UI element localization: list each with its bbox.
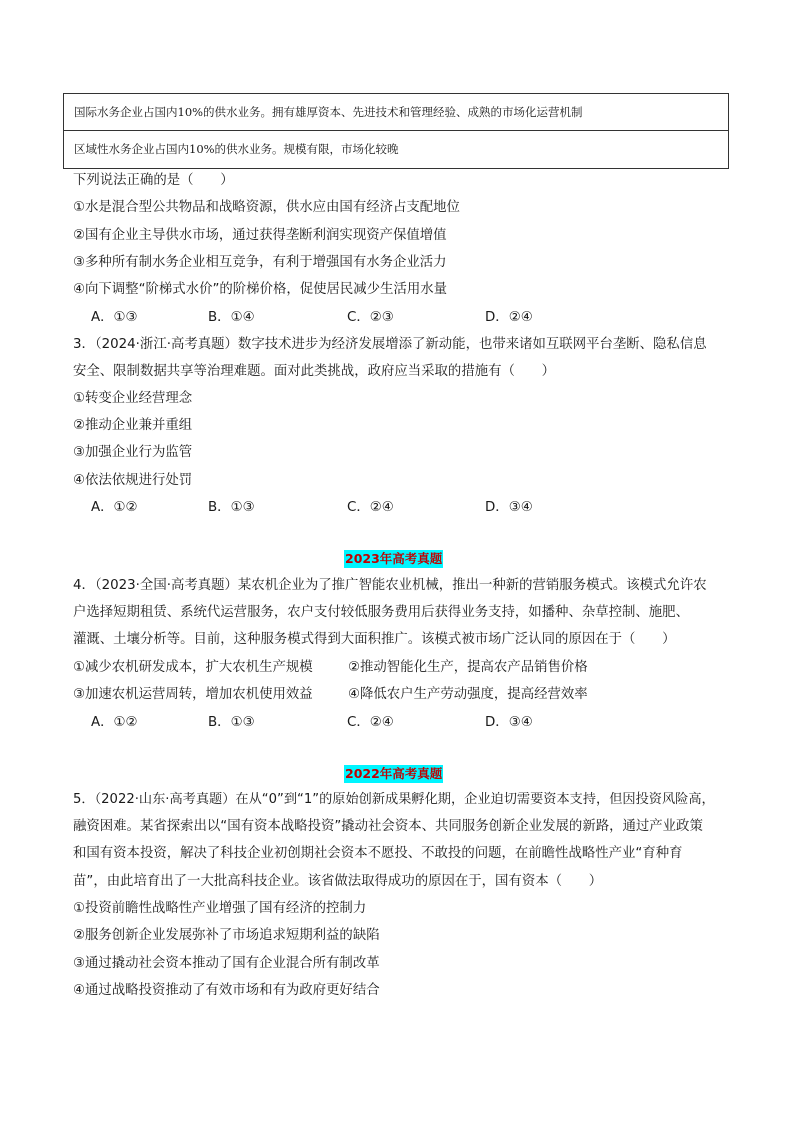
q5-item-1: ①投资前瞻性战略性产业增强了国有经济的控制力 [73, 901, 367, 916]
table-row [64, 94, 728, 131]
water-enterprise-table [63, 93, 729, 169]
section-heading-2022: 2022年高考真题 [345, 766, 443, 781]
table-cell: 区域性水务企业占国内10%的供水业务。规模有限，市场化较晚 [74, 142, 399, 156]
q4-item-2: ②推动智能化生产，提高农产品销售价格 [348, 660, 588, 675]
q3-option-d: D．③④ [485, 500, 533, 515]
q2-item-3: ③多种所有制水务企业相互竞争，有利于增强国有水务企业活力 [73, 255, 447, 270]
q5-item-3: ③通过撬动社会资本推动了国有企业混合所有制改革 [73, 956, 380, 971]
q2-option-c: C．②③ [347, 310, 394, 325]
q3-item-2: ②推动企业兼并重组 [73, 418, 193, 433]
q2-option-b: B．①④ [208, 310, 255, 325]
q5-item-2: ②服务创新企业发展弥补了市场追求短期利益的缺陷 [73, 928, 380, 943]
q4-line-3: 灌溉、土壤分析等。目前，这种服务模式得到大面积推广。该模式被市场广泛认同的原因在于（ ） [73, 632, 676, 647]
q3-item-3: ③加强企业行为监管 [73, 445, 193, 460]
q5-line-2: 融资困难。某省探索出以“国有资本战略投资”撬动社会资本、共同服务创新企业发展的新路，通过产业政策 [73, 819, 703, 834]
q4-item-4: ④降低农户生产劳动强度，提高经营效率 [348, 687, 588, 702]
q5-line-4: 苗”，由此培育出了一大批高科技企业。该省做法取得成功的原因在于，国有资本（ ） [73, 874, 603, 889]
q5-line-3: 和国有资本投资，解决了科技企业初创期社会资本不愿投、不敢投的问题，在前瞻性战略性产业“育种育 [73, 846, 683, 861]
q3-option-c: C．②④ [347, 500, 394, 515]
q3-option-a: A．①② [91, 500, 138, 515]
q2-item-2: ②国有企业主导供水市场，通过获得垄断利润实现资产保值增值 [73, 228, 447, 243]
q2-item-1: ①水是混合型公共物品和战略资源，供水应由国有经济占支配地位 [73, 200, 460, 215]
q4-item-3: ③加速农机运营周转，增加农机使用效益 [73, 687, 313, 702]
q5-line-1: 5．（2022·山东·高考真题）在从“0”到“1”的原始创新成果孵化期，企业迫切需要资本支持，但因投资风险高， [73, 792, 715, 807]
q4-line-2: 户选择短期租赁、系统代运营服务，农户支付较低服务费用后获得业务支持，如播种、杂草控制、施肥、 [73, 605, 689, 620]
q2-option-a: A．①③ [91, 310, 138, 325]
section-heading-2023: 2023年高考真题 [345, 551, 443, 566]
q4-line-1: 4．（2023·全国·高考真题）某农机企业为了推广智能农业机械，推出一种新的营销服务模式。该模式允许农 [73, 578, 707, 593]
q3-item-1: ①转变企业经营理念 [73, 391, 193, 406]
q5-item-4: ④通过战略投资推动了有效市场和有为政府更好结合 [73, 983, 380, 998]
q2-item-4: ④向下调整“阶梯式水价”的阶梯价格，促使居民减少生活用水量 [73, 282, 448, 297]
q3-line-1: 3．（2024·浙江·高考真题）数字技术进步为经济发展增添了新动能，也带来诸如互联网平台垄断、隐私信息 [73, 337, 707, 352]
q2-stem: 下列说法正确的是（ ） [73, 173, 234, 188]
q4-option-c: C．②④ [347, 715, 394, 730]
q4-item-1: ①减少农机研发成本，扩大农机生产规模 [73, 660, 313, 675]
q2-option-d: D．②④ [485, 310, 533, 325]
table-cell: 国际水务企业占国内10%的供水业务。拥有雄厚资本、先进技术和管理经验、成熟的市场化运营机制 [74, 105, 583, 119]
q4-option-a: A．①② [91, 715, 138, 730]
q3-line-2: 安全、限制数据共享等治理难题。面对此类挑战，政府应当采取的措施有（ ） [73, 364, 556, 379]
q4-option-d: D．③④ [485, 715, 533, 730]
q3-item-4: ④依法依规进行处罚 [73, 473, 193, 488]
q4-option-b: B．①③ [208, 715, 255, 730]
table-row [64, 131, 728, 168]
q3-option-b: B．①③ [208, 500, 255, 515]
